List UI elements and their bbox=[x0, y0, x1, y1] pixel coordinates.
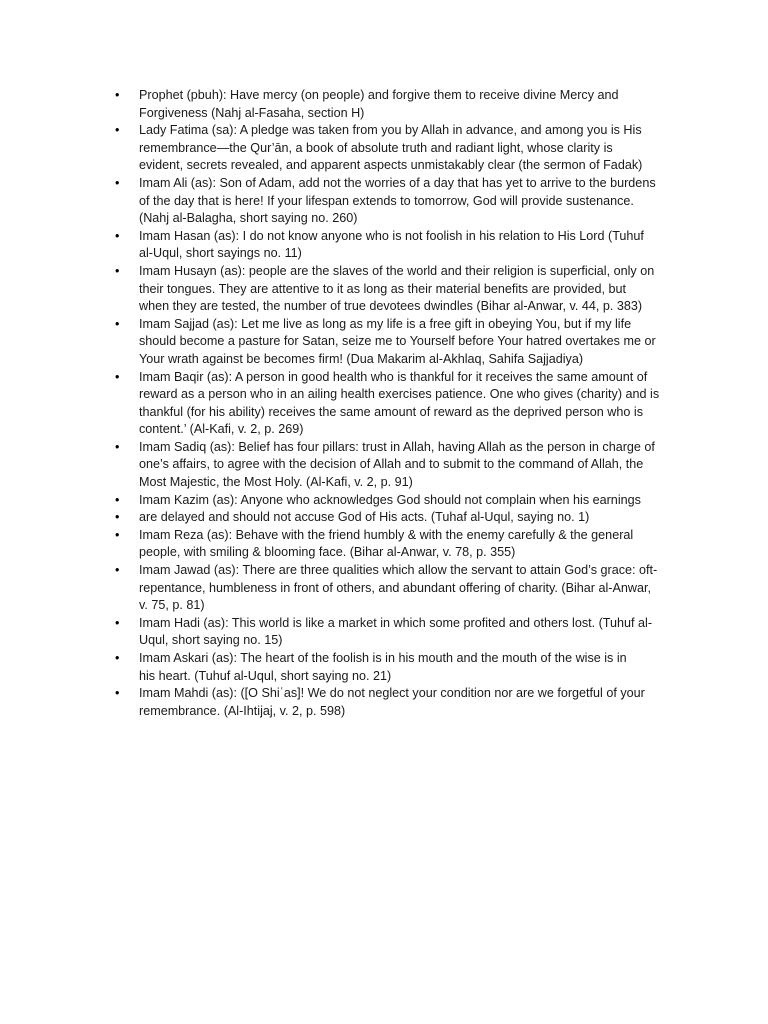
list-item bbox=[115, 562, 679, 615]
bullet-icon: • bbox=[115, 228, 120, 243]
list-item bbox=[115, 263, 679, 316]
quote-text: Prophet (pbuh): Have mercy (on people) and forgive them to receive divine Mercy and Forgiveness (Nahj al-Fasaha, section H) bbox=[139, 88, 619, 120]
list-item bbox=[115, 87, 679, 122]
quote-text: Imam Baqir (as): A person in good health who is thankful for it receives the same amount of reward as a person who in an ailing health exercises patience. One who gives (charity) and is thankful (for his ability) receives the same amount of reward as the deprived person who is content.’ (Al-Kafi, v. 2, p. 269) bbox=[139, 369, 660, 437]
bullet-icon: • bbox=[115, 263, 120, 278]
quote-text: Imam Hasan (as): I do not know anyone who is not foolish in his relation to His Lord (Tuhuf al-Uqul, short sayings no. 11) bbox=[139, 228, 644, 261]
bullet-icon: • bbox=[115, 439, 120, 454]
list-item bbox=[115, 527, 679, 562]
bullet-icon: • bbox=[115, 123, 120, 138]
list-item bbox=[115, 492, 679, 510]
bullet-icon: • bbox=[115, 615, 120, 630]
quote-text: Imam Ali (as): Son of Adam, add not the worries of a day that has yet to arrive to the burdens of the day that is here! If your lifespan extends to tomorrow, God will provide sustenance. (Nahj al-Balagha, short saying no. 260) bbox=[139, 175, 656, 226]
list-item bbox=[115, 439, 679, 492]
quote-text: Imam Hadi (as): This world is like a market in which some profited and others lost. (Tuhuf al- Uqul, short saying no. 15) bbox=[139, 615, 653, 648]
quote-text: Imam Askari (as): The heart of the foolish is in his mouth and the mouth of the wise is in his heart. (Tuhuf al-Uqul, short saying no. 21) bbox=[139, 651, 627, 683]
list-item bbox=[115, 175, 679, 228]
list-item bbox=[115, 316, 679, 369]
quote-list bbox=[115, 87, 679, 720]
quote-text: Imam Kazim (as): Anyone who acknowledges God should not complain when his earnings bbox=[139, 492, 641, 507]
list-item bbox=[115, 685, 679, 720]
list-item bbox=[115, 122, 679, 175]
quote-text: Imam Jawad (as): There are three qualities which allow the servant to attain God’s grace: oft- repentance, humbleness in front of others, and abundant offering of charity. (Bihar al-Anwar, v. 75, p. 81) bbox=[139, 563, 658, 613]
bullet-icon: • bbox=[115, 510, 120, 525]
quote-text: Imam Sajjad (as): Let me live as long as my life is a free gift in obeying You, but if my life should become a pasture for Satan, seize me to Yourself before Your hatred overtakes me or Your wrath against be becomes firm! (Dua Makarim al-Akhlaq, Sahifa Sajjadiya) bbox=[139, 316, 656, 366]
bullet-icon: • bbox=[115, 175, 120, 190]
bullet-icon: • bbox=[115, 88, 120, 102]
bullet-icon: • bbox=[115, 492, 120, 507]
bullet-icon: • bbox=[115, 563, 120, 578]
list-item bbox=[115, 650, 679, 685]
quote-text: Lady Fatima (sa): A pledge was taken from you by Allah in advance, and among you is His remembrance—the Qur’ān, a book of absolute truth and radiant light, whose clarity is evident, secrets revealed, and apparent aspects unmistakably clear (the sermon of Fadak) bbox=[139, 123, 643, 173]
list-item bbox=[115, 509, 679, 527]
quote-text: Imam Husayn (as): people are the slaves of the world and their religion is superficial, only on their tongues. They are attentive to it as long as their material benefits are provided, but when they are tested, the number of true devotees dwindles (Bihar al-Anwar, v. 44, p. 383) bbox=[139, 263, 655, 314]
quote-text: Imam Sadiq (as): Belief has four pillars: trust in Allah, having Allah as the person in charge of one’s affairs, to agree with the decision of Allah and to submit to the command of Allah, the Most Majestic, the Most Holy. (Al-Kafi, v. 2, p. 91) bbox=[139, 439, 655, 490]
bullet-icon: • bbox=[115, 316, 120, 331]
list-item bbox=[115, 369, 679, 439]
bullet-icon: • bbox=[115, 369, 120, 384]
bullet-icon: • bbox=[115, 686, 120, 701]
list-item bbox=[115, 228, 679, 263]
list-item bbox=[115, 615, 679, 650]
bullet-icon: • bbox=[115, 651, 120, 665]
bullet-icon: • bbox=[115, 527, 120, 542]
quote-text: are delayed and should not accuse God of His acts. (Tuhaf al-Uqul, saying no. 1) bbox=[139, 510, 590, 525]
quote-text: Imam Reza (as): Behave with the friend humbly & with the enemy carefully & the general people, with smiling & blooming face. (Bihar al-Anwar, v. 78, p. 355) bbox=[139, 527, 634, 560]
quote-text: Imam Mahdi (as): ([O Shiʿas]! We do not neglect your condition nor are we forgetful of your remembrance. (Al-Ihtijaj, v. 2, p. 598) bbox=[139, 686, 645, 718]
